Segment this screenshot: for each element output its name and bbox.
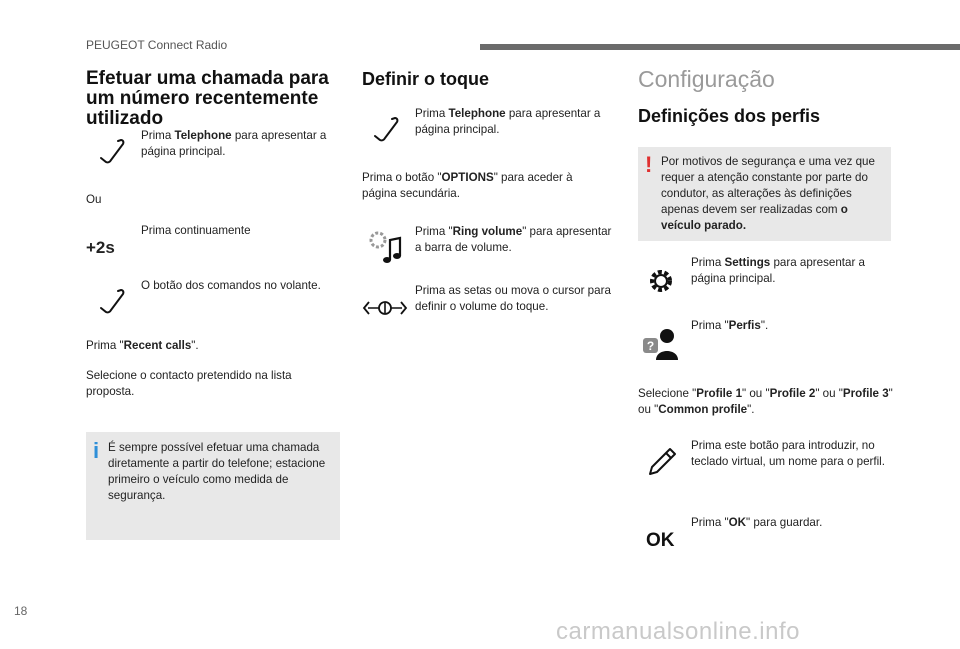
ok-icon: OK (646, 530, 675, 551)
col3-title: Definições dos perfis (638, 106, 821, 126)
col2-step1: Prima Telephone para apresentar a página principal. (415, 107, 601, 136)
col1-step1: Prima Telephone para apresentar a página principal. (141, 129, 327, 158)
info-note-text: É sempre possível efetuar uma chamada diretamente a partir do telefone; estacione primeiro o veículo como medida de segurança. (108, 441, 326, 502)
plus-2s-icon: +2s (86, 238, 115, 257)
header-bar (480, 44, 960, 50)
col3-step5: Prima "OK" para guardar. (691, 516, 823, 529)
info-note (86, 432, 340, 540)
warning-note (638, 147, 891, 241)
page-number: 18 (14, 604, 28, 618)
svg-text:?: ? (646, 339, 655, 353)
col1-or: Ou (86, 193, 102, 206)
col3-step2: Prima "Perfis". (691, 319, 769, 332)
col3-step4: Prima este botão para introduzir, no teclado virtual, um nome para o perfil. (691, 439, 885, 468)
running-header: PEUGEOT Connect Radio (86, 38, 228, 52)
col1-step5: Selecione o contacto pretendido na lista proposta. (86, 369, 292, 398)
col3-step3: Selecione "Profile 1" ou "Profile 2" ou "Profile 3" ou "Common profile". (638, 387, 893, 416)
col1-step4: Prima "Recent calls". (86, 339, 199, 352)
col2-step2: Prima o botão "OPTIONS" para aceder à página secundária. (362, 171, 573, 200)
pencil-icon (646, 446, 678, 478)
warning-note-text: Por motivos de segurança e uma vez que requer a atenção constante por parte do condutor, as alterações às definições apenas devem ser realizadas com o veículo parado. (661, 155, 875, 232)
phone-icon (372, 116, 402, 142)
col1-step3: O botão dos comandos no volante. (141, 279, 321, 292)
watermark: carmanualsonline.info (556, 618, 800, 645)
col2-step4: Prima as setas ou mova o cursor para definir o volume do toque. (415, 284, 611, 313)
phone-icon (98, 138, 128, 164)
user-question-icon (640, 326, 682, 362)
volume-slider-icon (362, 296, 408, 320)
col1-title: Efetuar uma chamada para um número recentemente utilizado (86, 68, 329, 129)
section-heading: Configuração (638, 66, 775, 92)
phone-icon (98, 288, 128, 314)
info-icon: i (93, 438, 100, 463)
gear-music-note-icon (366, 228, 406, 268)
col2-step3: Prima "Ring volume" para apresentar a barra de volume. (415, 225, 612, 254)
gear-icon (646, 266, 676, 296)
col1-step2: Prima continuamente (141, 224, 251, 237)
warning-icon: ! (645, 152, 653, 177)
col3-step1: Prima Settings para apresentar a página principal. (691, 256, 865, 285)
col2-title: Definir o toque (362, 69, 489, 89)
